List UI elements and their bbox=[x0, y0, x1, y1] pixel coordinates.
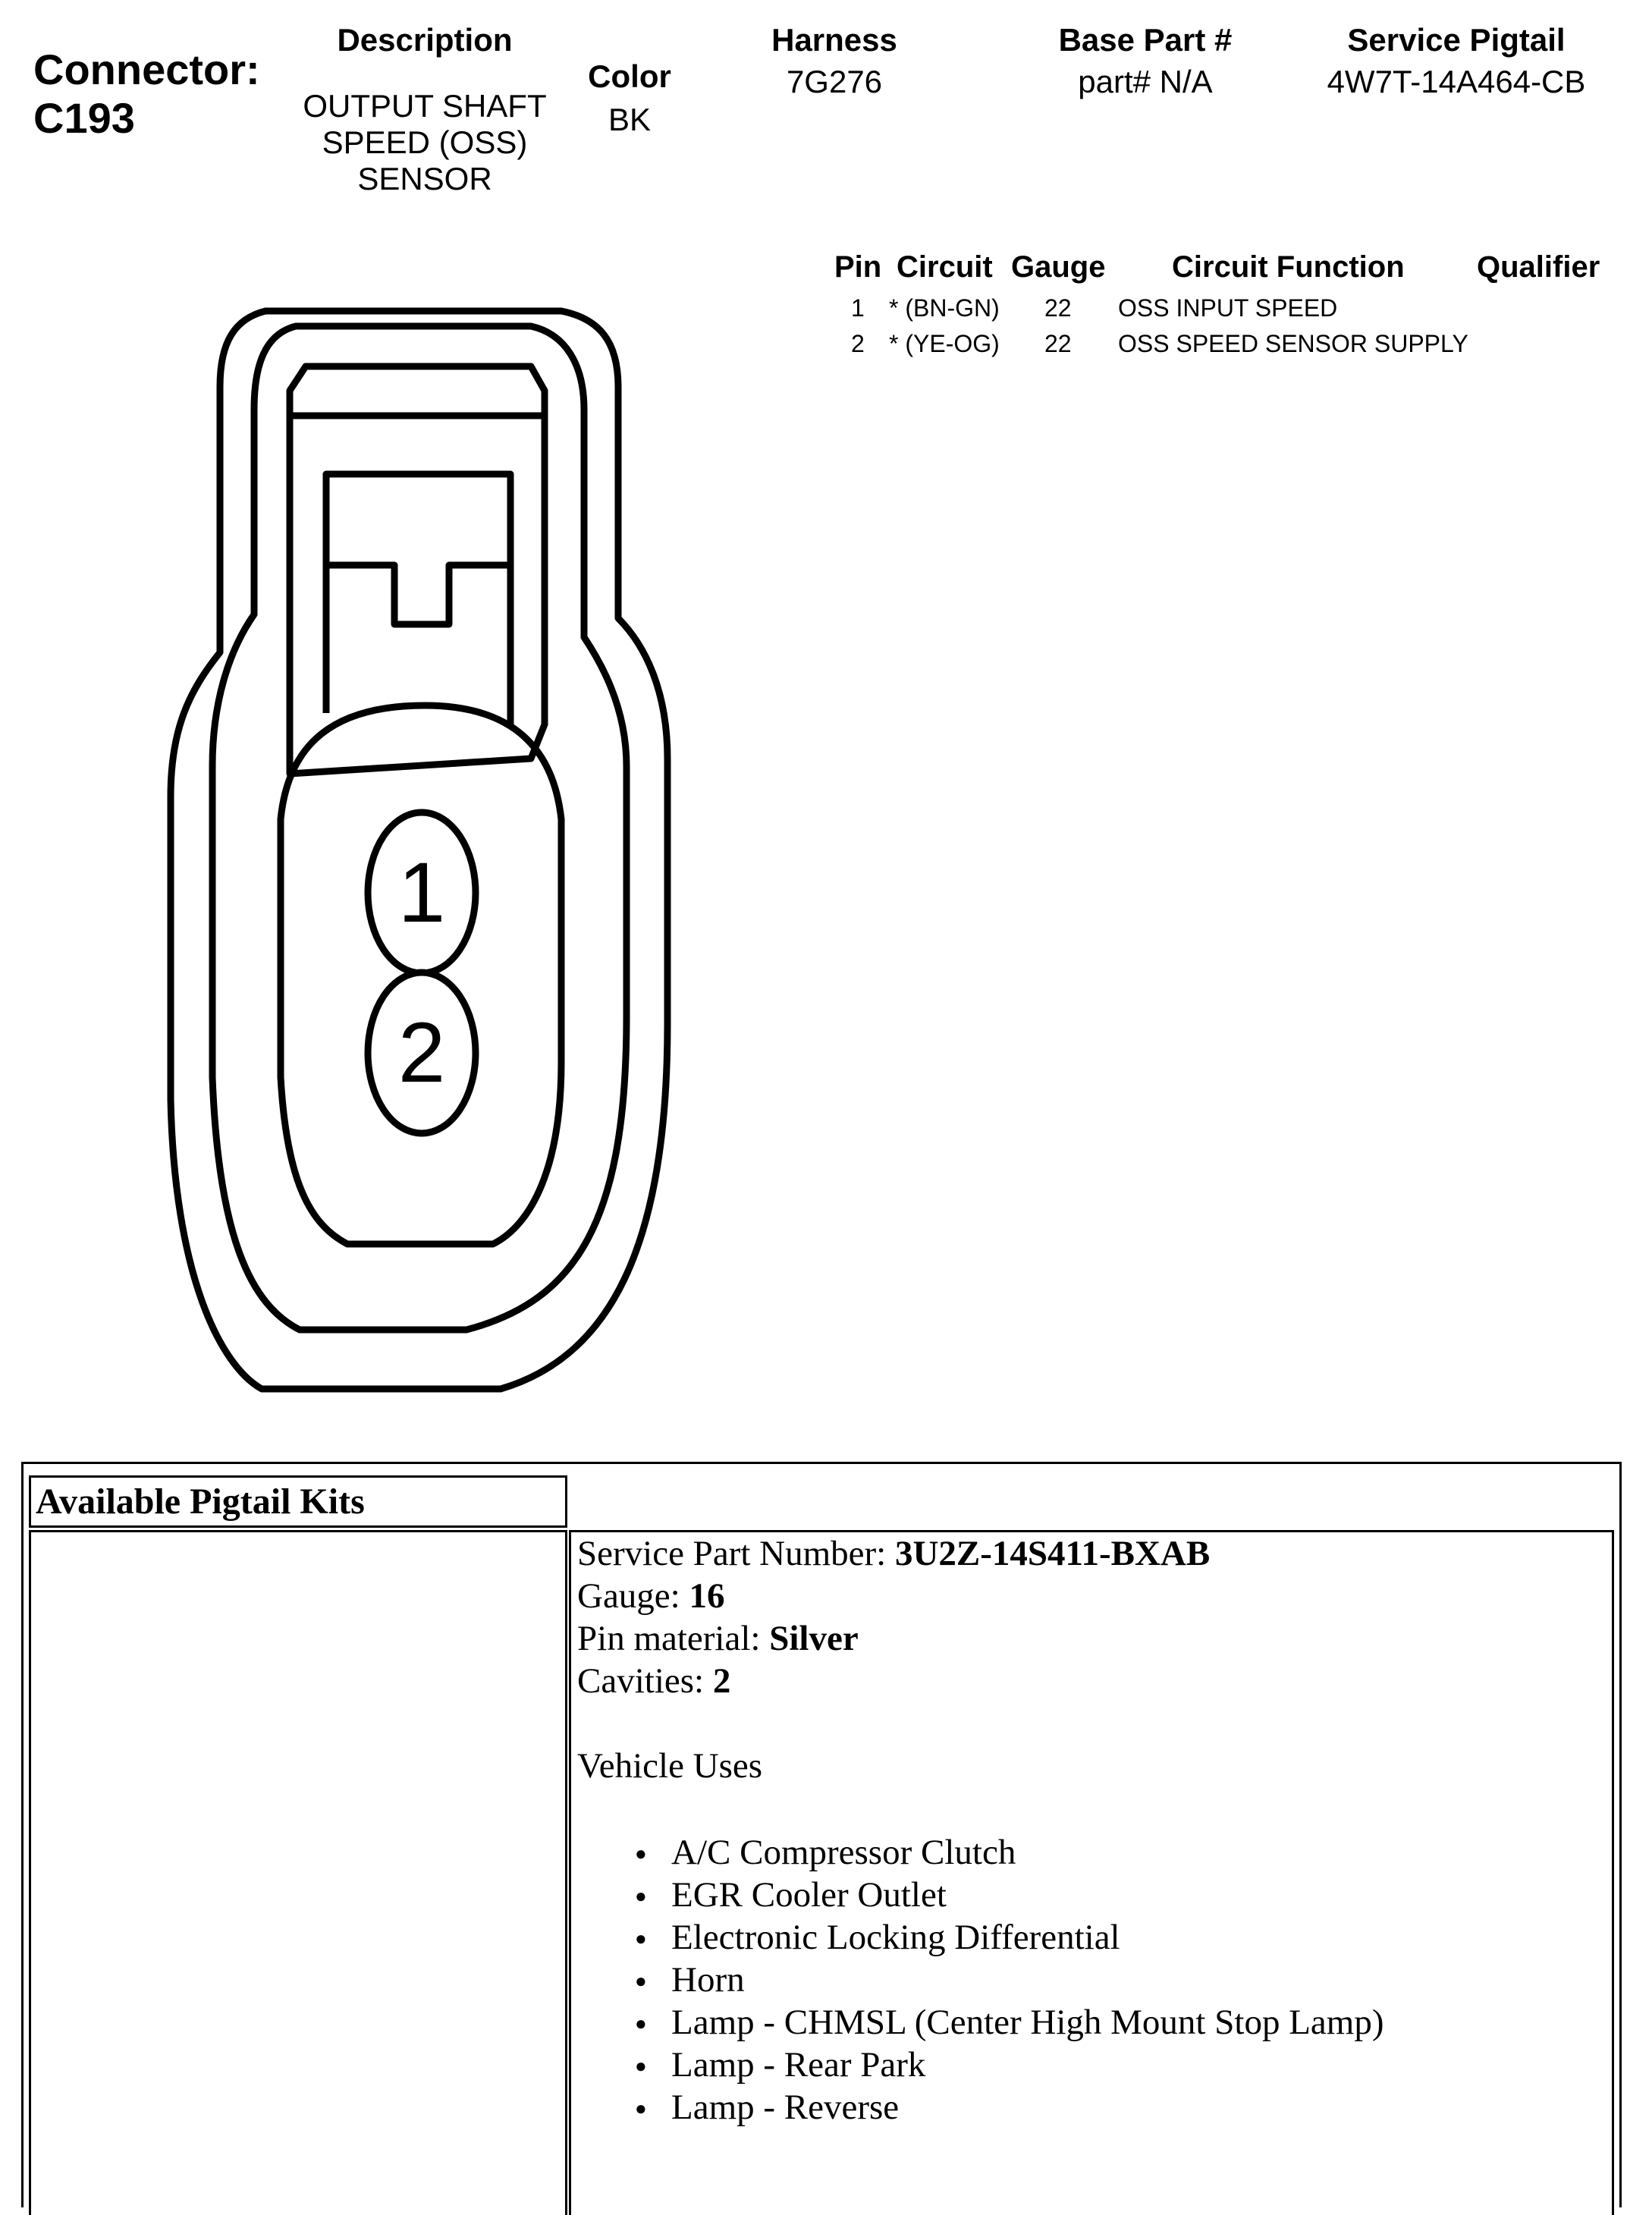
gauge-value: 16 bbox=[689, 1576, 725, 1616]
gauge-header: Gauge bbox=[1011, 250, 1106, 284]
list-item: ● EGR Cooler Outlet bbox=[577, 1874, 1594, 1916]
service-pigtail-header: Service Pigtail bbox=[1347, 22, 1566, 58]
pigtail-info-cell bbox=[569, 1530, 1614, 2215]
service-part-value: 3U2Z-14S411-BXAB bbox=[894, 1534, 1211, 1573]
description-header: Description bbox=[337, 22, 513, 58]
service-pigtail-value: 4W7T-14A464-CB bbox=[1327, 64, 1586, 99]
connector-label: Connector: bbox=[33, 46, 260, 93]
pin-circuit: * (BN-GN) bbox=[889, 294, 1000, 322]
base-part-header: Base Part # bbox=[1058, 22, 1233, 58]
list-item: ● Lamp - Rear Park bbox=[577, 2044, 1594, 2086]
circuit-function-header: Circuit Function bbox=[1172, 250, 1405, 284]
base-part-column bbox=[1024, 21, 1267, 100]
pigtail-kits-title: Available Pigtail Kits bbox=[36, 1481, 365, 1522]
base-part-value: part# N/A bbox=[1078, 64, 1213, 99]
pin-gauge: 22 bbox=[1044, 330, 1072, 357]
pin-function: OSS SPEED SENSOR SUPPLY bbox=[1118, 330, 1468, 357]
gauge-line bbox=[577, 1575, 1594, 1617]
gauge-label: Gauge: bbox=[577, 1576, 689, 1616]
pin-gauge: 22 bbox=[1044, 294, 1072, 322]
circuit-header: Circuit bbox=[897, 250, 993, 284]
pin-1-label: 1 bbox=[397, 845, 446, 940]
connector-diagram bbox=[0, 0, 758, 1441]
harness-value: 7G276 bbox=[786, 64, 883, 99]
description-line-3: SENSOR bbox=[357, 161, 492, 196]
cavities-label: Cavities: bbox=[577, 1661, 713, 1701]
pin-circuit: * (YE-OG) bbox=[889, 330, 1000, 357]
color-value: BK bbox=[608, 102, 652, 137]
pigtail-info bbox=[577, 1532, 1594, 2129]
list-item: ● Horn bbox=[577, 1959, 1594, 2001]
pin-material-value: Silver bbox=[769, 1619, 859, 1658]
harness-header: Harness bbox=[771, 22, 897, 58]
vehicle-uses-label: Vehicle Uses bbox=[577, 1746, 763, 1786]
pin-number: 1 bbox=[851, 294, 865, 322]
pigtail-title-cell bbox=[29, 1475, 567, 1528]
description-line-1: OUTPUT SHAFT bbox=[303, 88, 547, 124]
pin-number: 2 bbox=[851, 330, 865, 357]
vehicle-uses-list bbox=[577, 1831, 1594, 2129]
list-item: ● Lamp - CHMSL (Center High Mount Stop Lamp) bbox=[577, 2001, 1594, 2044]
list-item: ● Electronic Locking Differential bbox=[577, 1916, 1594, 1959]
pin-header: Pin bbox=[834, 250, 882, 284]
service-part-line bbox=[577, 1532, 1594, 1575]
pin-function: OSS INPUT SPEED bbox=[1118, 294, 1338, 322]
pin-2-label: 2 bbox=[397, 1005, 446, 1100]
connector-id: C193 bbox=[33, 94, 135, 142]
pin-material-label: Pin material: bbox=[577, 1619, 770, 1658]
service-pigtail-column bbox=[1282, 21, 1631, 100]
harness-column bbox=[728, 21, 941, 100]
pigtail-image-cell bbox=[29, 1530, 567, 2215]
cavities-line bbox=[577, 1660, 1594, 1702]
latch-window bbox=[326, 474, 510, 624]
qualifier-header: Qualifier bbox=[1477, 250, 1600, 284]
pin-material-line bbox=[577, 1617, 1594, 1660]
cavities-value: 2 bbox=[712, 1661, 731, 1701]
color-header: Color bbox=[588, 58, 671, 94]
list-item: ● A/C Compressor Clutch bbox=[577, 1831, 1594, 1874]
list-item: ● Lamp - Reverse bbox=[577, 2086, 1594, 2129]
service-part-label: Service Part Number: bbox=[577, 1534, 895, 1573]
description-line-2: SPEED (OSS) bbox=[322, 124, 528, 160]
